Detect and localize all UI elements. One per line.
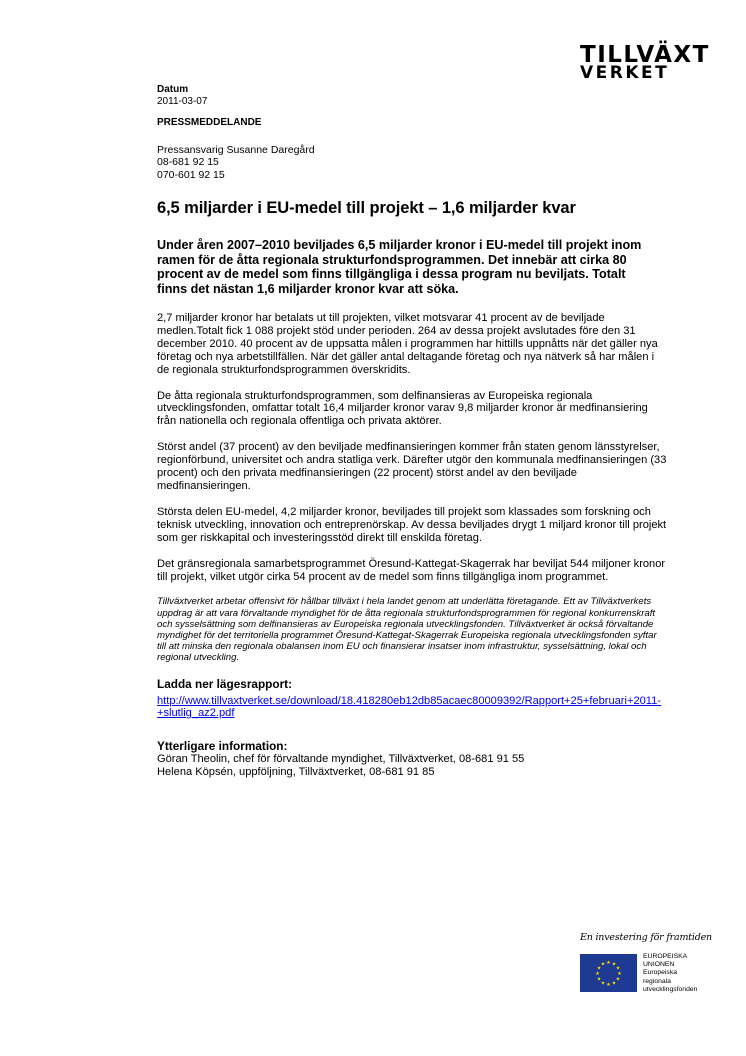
body-text [157,312,667,779]
eu-star-icon: ★ [615,965,621,972]
body-paragraph: Störst andel (37 procent) av den beviljade medfinansieringen kommer från staten genom länsstyrelser, regionförbund, universitet och andra statliga verk. Därefter utgör den kommunala medfinansieringen (33 procent) och den privata medfinansieringen (22 procent) störst andel av den beviljade medfinansieringen. [157,441,667,492]
eu-star-icon: ★ [596,965,602,972]
eu-star-icon: ★ [600,980,606,987]
press-contact-phone-2: 070-601 92 15 [157,168,225,181]
eu-star-icon: ★ [617,971,622,977]
press-contact-phone-1: 08-681 92 15 [157,156,219,169]
date-label: Datum [157,84,189,95]
eu-line: EUROPEISKA [643,953,688,960]
body-paragraph: Största delen EU-medel, 4,2 miljarder kronor, beviljades till projekt som klassades som forskning och teknisk utveckling, innovation och entreprenörskap. Av dessa beviljades drygt 1 miljard kronor till projekt som ger riskkapital och investeringsstöd direkt till enskilda företag. [157,505,667,544]
eu-stars-icon [580,954,637,992]
more-info-heading: Ytterligare information: [157,739,288,754]
eu-line: UNIONEN [643,961,675,969]
document-type: PRESSMEDDELANDE [157,117,262,128]
download-heading: Ladda ner lägesrapport: [157,676,293,691]
contact-line: Helena Köpsén, uppföljning, Tillväxtverket, 08-681 91 85 [157,766,435,779]
eu-flag-icon [580,954,637,992]
body-paragraph: Det gränsregionala samarbetsprogrammet Öresund-Kattegat-Skagerrak har beviljat 544 miljoner kronor till projekt, vilket utgör cirka 54 procent av de medel som finns tillgängliga inom programmet. [157,557,666,583]
body-paragraph: De åtta regionala strukturfondsprogrammen, som delfinansieras av Europeiska regionala utvecklingsfonden, omfattar totalt 16,4 miljarder kronor varav 9,8 miljarder kronor är medfinansiering från nationella och regionala offentliga och privata aktörer. [157,389,648,428]
logo-line-2: VERKET [580,63,670,83]
eu-line: regionala [643,977,671,985]
eu-fund-name [643,953,723,994]
press-contact [157,144,315,181]
eu-star-icon: ★ [611,961,617,968]
eu-star-icon: ★ [606,982,611,988]
eu-star-icon: ★ [600,961,606,968]
eu-funding-block [580,932,712,993]
press-contact-name: Pressansvarig Susanne Daregård [157,144,315,156]
eu-tagline: En investering för framtiden [580,932,712,943]
about-paragraph: Tillväxtverket arbetar offensivt för hållbar tillväxt i hela landet genom att underlätta företagande. Ett av Tillväxtverkets uppdrag är att vara förvaltande myndighet för de åtta regionala strukturfondsprogrammen för regional konkurrenskraft och sysselsättning som delfinansieras av Europeiska regionala utvecklingsfonden. Tillväxtverket är också förvaltande myndighet för det territoriella programmet Öresund-Kattegat-Skagerrak Europeiska regionala utvecklingsfonden syftar till att minska den regionala obalansen inom EU och finansierar insatser inom infrastruktur, sysselsättning, lokal och regional utveckling. [157,596,657,664]
eu-star-icon: ★ [606,960,611,966]
eu-star-icon: ★ [596,976,602,983]
report-download-link[interactable]: http://www.tillvaxtverket.se/download/18.418280eb12db85acaec80009392/Rapport+25+februari+2011-+slutlig_az2.pdf [157,694,661,720]
body-paragraph: 2,7 miljarder kronor har betalats ut till projekten, vilket motsvarar 41 procent av de beviljade medlen.Totalt fick 1 088 projekt stöd under perioden. 264 av dessa projekt avslutades före den 31 december 2010. 40 procent av de uppsatta målen i programmen har hittills uppnåtts när det gäller nya företag och nya arbetstillfällen. När det gäller antal deltagande företag och nya nätverk så har målen i de regionala strukturfondsprogrammen överskridits. [157,312,658,376]
lead-paragraph: Under åren 2007–2010 beviljades 6,5 miljarder kronor i EU-medel till projekt inom ramen för de åtta regionala strukturfondsprogrammen. Det innebär att cirka 80 procent av de medel som finns tillgängliga i dessa program nu beviljats. Totalt finns det nästan 1,6 miljarder kronor kvar att söka. [157,238,642,296]
eu-star-icon: ★ [611,980,617,987]
date-value: 2011-03-07 [157,95,208,107]
tillvaxtverket-logo [580,44,710,81]
eu-line: Europeiska [643,969,678,977]
eu-line: utvecklingsfonden [643,985,698,993]
eu-star-icon: ★ [595,971,600,977]
date-block [157,84,207,107]
headline: 6,5 miljarder i EU-medel till projekt – 1,6 miljarder kvar [157,199,576,217]
logo-line-1: TILLVÄXT [580,42,710,68]
eu-star-icon: ★ [615,976,621,983]
contact-line: Göran Theolin, chef för förvaltande myndighet, Tillväxtverket, 08-681 91 55 [157,753,525,766]
